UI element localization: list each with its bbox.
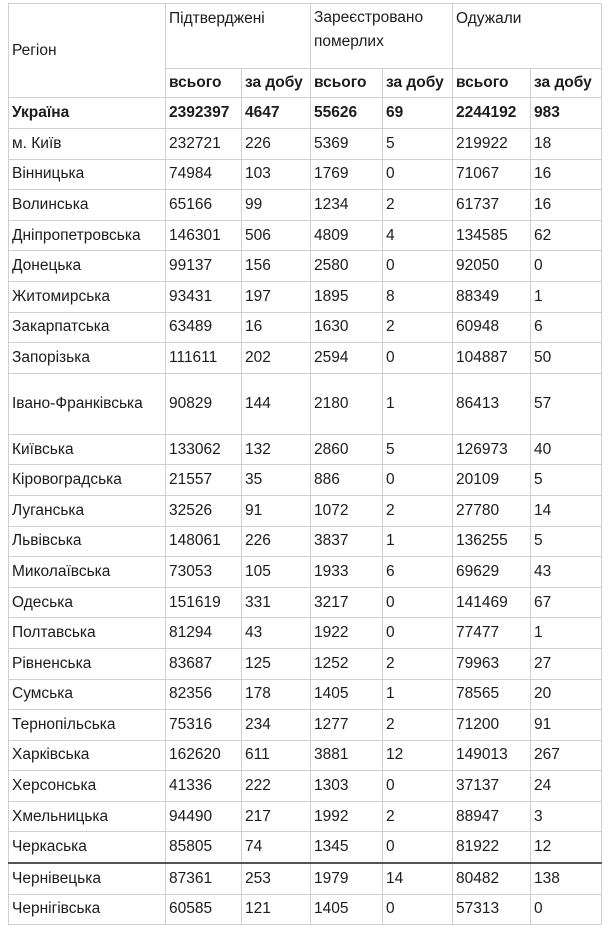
cell-confirmed-total: 111611 bbox=[166, 343, 242, 374]
cell-confirmed-daily: 121 bbox=[242, 894, 311, 925]
cell-confirmed-total: 146301 bbox=[166, 220, 242, 251]
cell-region-name: Харківська bbox=[9, 740, 166, 771]
table-row bbox=[9, 863, 602, 894]
cell-recovered-daily: 6 bbox=[531, 312, 602, 343]
table-row bbox=[9, 220, 602, 251]
header-recovered-daily: за добу bbox=[531, 69, 602, 98]
cell-confirmed-daily: 197 bbox=[242, 281, 311, 312]
cell-confirmed-total: 73053 bbox=[166, 557, 242, 588]
cell-recovered-daily: 16 bbox=[531, 159, 602, 190]
cell-region-name: Рівненська bbox=[9, 648, 166, 679]
cell-confirmed-total: 41336 bbox=[166, 771, 242, 802]
cell-region-name: Одеська bbox=[9, 587, 166, 618]
cell-recovered-total: 149013 bbox=[453, 740, 531, 771]
cell-deaths-daily: 0 bbox=[383, 894, 453, 925]
cell-deaths-total: 2180 bbox=[311, 373, 383, 434]
cell-confirmed-daily: 125 bbox=[242, 648, 311, 679]
cell-deaths-daily: 2 bbox=[383, 648, 453, 679]
cell-region-name: Луганська bbox=[9, 495, 166, 526]
table-row bbox=[9, 801, 602, 832]
cell-region-name: Житомирська bbox=[9, 281, 166, 312]
cell-recovered-total: 20109 bbox=[453, 465, 531, 496]
cell-region-name: Полтавська bbox=[9, 618, 166, 649]
cell-deaths-daily: 0 bbox=[383, 771, 453, 802]
cell-deaths-total: 3837 bbox=[311, 526, 383, 557]
summary-recovered-total: 2244192 bbox=[453, 98, 531, 129]
cell-region-name: Волинська bbox=[9, 190, 166, 221]
cell-confirmed-daily: 178 bbox=[242, 679, 311, 710]
cell-confirmed-daily: 217 bbox=[242, 801, 311, 832]
cell-confirmed-daily: 99 bbox=[242, 190, 311, 221]
cell-confirmed-total: 75316 bbox=[166, 710, 242, 741]
cell-recovered-total: 86413 bbox=[453, 373, 531, 434]
cell-recovered-daily: 12 bbox=[531, 832, 602, 863]
cell-deaths-daily: 2 bbox=[383, 312, 453, 343]
cell-deaths-daily: 0 bbox=[383, 251, 453, 282]
cell-deaths-total: 1895 bbox=[311, 281, 383, 312]
summary-row bbox=[9, 98, 602, 129]
cell-deaths-total: 1933 bbox=[311, 557, 383, 588]
header-recovered: Одужали bbox=[453, 4, 602, 69]
cell-deaths-total: 3881 bbox=[311, 740, 383, 771]
cell-recovered-daily: 20 bbox=[531, 679, 602, 710]
cell-confirmed-total: 63489 bbox=[166, 312, 242, 343]
cell-recovered-daily: 5 bbox=[531, 526, 602, 557]
cell-deaths-daily: 2 bbox=[383, 190, 453, 221]
cell-recovered-daily: 5 bbox=[531, 465, 602, 496]
summary-confirmed-daily: 4647 bbox=[242, 98, 311, 129]
table-row bbox=[9, 894, 602, 925]
cell-confirmed-total: 74984 bbox=[166, 159, 242, 190]
cell-region-name: Запорізька bbox=[9, 343, 166, 374]
cell-confirmed-total: 148061 bbox=[166, 526, 242, 557]
cell-deaths-daily: 0 bbox=[383, 832, 453, 863]
cell-deaths-daily: 0 bbox=[383, 159, 453, 190]
cell-confirmed-daily: 611 bbox=[242, 740, 311, 771]
cell-deaths-daily: 4 bbox=[383, 220, 453, 251]
cell-region-name: м. Київ bbox=[9, 129, 166, 160]
cell-confirmed-total: 60585 bbox=[166, 894, 242, 925]
cell-deaths-daily: 2 bbox=[383, 801, 453, 832]
cell-recovered-total: 79963 bbox=[453, 648, 531, 679]
cell-confirmed-daily: 74 bbox=[242, 832, 311, 863]
table-row bbox=[9, 190, 602, 221]
cell-deaths-total: 1345 bbox=[311, 832, 383, 863]
cell-recovered-total: 134585 bbox=[453, 220, 531, 251]
cell-deaths-total: 1769 bbox=[311, 159, 383, 190]
cell-confirmed-daily: 103 bbox=[242, 159, 311, 190]
cell-region-name: Кіровоградська bbox=[9, 465, 166, 496]
cell-recovered-daily: 1 bbox=[531, 281, 602, 312]
cell-deaths-daily: 2 bbox=[383, 710, 453, 741]
table-row bbox=[9, 373, 602, 434]
cell-confirmed-daily: 43 bbox=[242, 618, 311, 649]
table-row bbox=[9, 832, 602, 863]
cell-confirmed-daily: 331 bbox=[242, 587, 311, 618]
cell-confirmed-total: 90829 bbox=[166, 373, 242, 434]
cell-confirmed-daily: 132 bbox=[242, 434, 311, 465]
cell-region-name: Івано-Франківська bbox=[9, 373, 166, 434]
cell-confirmed-daily: 144 bbox=[242, 373, 311, 434]
cell-deaths-total: 3217 bbox=[311, 587, 383, 618]
cell-deaths-daily: 0 bbox=[383, 618, 453, 649]
cell-confirmed-total: 99137 bbox=[166, 251, 242, 282]
table-row bbox=[9, 587, 602, 618]
cell-confirmed-daily: 222 bbox=[242, 771, 311, 802]
summary-confirmed-total: 2392397 bbox=[166, 98, 242, 129]
cell-recovered-total: 92050 bbox=[453, 251, 531, 282]
cell-region-name: Донецька bbox=[9, 251, 166, 282]
table-row bbox=[9, 526, 602, 557]
cell-recovered-daily: 267 bbox=[531, 740, 602, 771]
cell-region-name: Закарпатська bbox=[9, 312, 166, 343]
cell-recovered-daily: 0 bbox=[531, 251, 602, 282]
table-row bbox=[9, 618, 602, 649]
cell-confirmed-daily: 35 bbox=[242, 465, 311, 496]
cell-confirmed-daily: 506 bbox=[242, 220, 311, 251]
cell-deaths-daily: 0 bbox=[383, 343, 453, 374]
cell-confirmed-daily: 16 bbox=[242, 312, 311, 343]
cell-confirmed-daily: 226 bbox=[242, 526, 311, 557]
cell-region-name: Львівська bbox=[9, 526, 166, 557]
cell-recovered-total: 136255 bbox=[453, 526, 531, 557]
cell-recovered-daily: 1 bbox=[531, 618, 602, 649]
cell-region-name: Київська bbox=[9, 434, 166, 465]
table-row bbox=[9, 159, 602, 190]
summary-deaths-total: 55626 bbox=[311, 98, 383, 129]
cell-recovered-daily: 62 bbox=[531, 220, 602, 251]
summary-recovered-daily: 983 bbox=[531, 98, 602, 129]
cell-deaths-daily: 1 bbox=[383, 526, 453, 557]
cell-recovered-total: 77477 bbox=[453, 618, 531, 649]
cell-recovered-daily: 138 bbox=[531, 863, 602, 894]
table-row bbox=[9, 312, 602, 343]
cell-recovered-total: 37137 bbox=[453, 771, 531, 802]
cell-recovered-total: 78565 bbox=[453, 679, 531, 710]
cell-region-name: Дніпропетровська bbox=[9, 220, 166, 251]
cell-recovered-daily: 50 bbox=[531, 343, 602, 374]
cell-deaths-daily: 1 bbox=[383, 373, 453, 434]
cell-deaths-total: 1992 bbox=[311, 801, 383, 832]
cell-confirmed-daily: 105 bbox=[242, 557, 311, 588]
cell-recovered-total: 219922 bbox=[453, 129, 531, 160]
cell-confirmed-total: 65166 bbox=[166, 190, 242, 221]
cell-confirmed-daily: 253 bbox=[242, 863, 311, 894]
header-deaths-total: всього bbox=[311, 69, 383, 98]
cell-deaths-total: 2860 bbox=[311, 434, 383, 465]
cell-confirmed-total: 81294 bbox=[166, 618, 242, 649]
table-row bbox=[9, 740, 602, 771]
cell-recovered-total: 141469 bbox=[453, 587, 531, 618]
table-row bbox=[9, 281, 602, 312]
header-confirmed-total: всього bbox=[166, 69, 242, 98]
cell-confirmed-total: 32526 bbox=[166, 495, 242, 526]
cell-region-name: Херсонська bbox=[9, 771, 166, 802]
cell-recovered-daily: 43 bbox=[531, 557, 602, 588]
cell-deaths-total: 5369 bbox=[311, 129, 383, 160]
cell-confirmed-daily: 202 bbox=[242, 343, 311, 374]
summary-name: Україна bbox=[9, 98, 166, 129]
header-confirmed-daily: за добу bbox=[242, 69, 311, 98]
cell-recovered-total: 80482 bbox=[453, 863, 531, 894]
table-row bbox=[9, 771, 602, 802]
table-row bbox=[9, 465, 602, 496]
cell-region-name: Тернопільська bbox=[9, 710, 166, 741]
cell-deaths-total: 2594 bbox=[311, 343, 383, 374]
cell-region-name: Чернівецька bbox=[9, 863, 166, 894]
cell-confirmed-daily: 226 bbox=[242, 129, 311, 160]
cell-recovered-total: 71067 bbox=[453, 159, 531, 190]
cell-recovered-daily: 67 bbox=[531, 587, 602, 618]
cell-recovered-total: 60948 bbox=[453, 312, 531, 343]
cell-deaths-total: 1303 bbox=[311, 771, 383, 802]
cell-recovered-daily: 91 bbox=[531, 710, 602, 741]
cell-deaths-total: 4809 bbox=[311, 220, 383, 251]
cell-recovered-total: 27780 bbox=[453, 495, 531, 526]
cell-region-name: Сумська bbox=[9, 679, 166, 710]
cell-confirmed-total: 82356 bbox=[166, 679, 242, 710]
cell-confirmed-total: 21557 bbox=[166, 465, 242, 496]
cell-recovered-total: 71200 bbox=[453, 710, 531, 741]
table-row bbox=[9, 495, 602, 526]
header-recovered-total: всього bbox=[453, 69, 531, 98]
cell-deaths-total: 1630 bbox=[311, 312, 383, 343]
cell-region-name: Чернігівська bbox=[9, 894, 166, 925]
cell-confirmed-total: 232721 bbox=[166, 129, 242, 160]
cell-recovered-total: 61737 bbox=[453, 190, 531, 221]
cell-deaths-total: 886 bbox=[311, 465, 383, 496]
cell-confirmed-total: 93431 bbox=[166, 281, 242, 312]
header-confirmed: Підтверджені bbox=[166, 4, 311, 69]
cell-recovered-daily: 27 bbox=[531, 648, 602, 679]
cell-deaths-total: 1979 bbox=[311, 863, 383, 894]
cell-deaths-daily: 0 bbox=[383, 587, 453, 618]
cell-recovered-total: 104887 bbox=[453, 343, 531, 374]
summary-deaths-daily: 69 bbox=[383, 98, 453, 129]
cell-deaths-daily: 0 bbox=[383, 465, 453, 496]
cell-recovered-total: 88947 bbox=[453, 801, 531, 832]
cell-confirmed-daily: 91 bbox=[242, 495, 311, 526]
cell-region-name: Черкаська bbox=[9, 832, 166, 863]
cell-recovered-total: 88349 bbox=[453, 281, 531, 312]
table-row bbox=[9, 679, 602, 710]
cell-deaths-total: 1405 bbox=[311, 679, 383, 710]
cell-confirmed-total: 94490 bbox=[166, 801, 242, 832]
cell-recovered-daily: 0 bbox=[531, 894, 602, 925]
cell-deaths-daily: 14 bbox=[383, 863, 453, 894]
table-row bbox=[9, 434, 602, 465]
cell-region-name: Миколаївська bbox=[9, 557, 166, 588]
cell-deaths-total: 1922 bbox=[311, 618, 383, 649]
cell-confirmed-total: 85805 bbox=[166, 832, 242, 863]
table-row bbox=[9, 129, 602, 160]
cell-confirmed-daily: 156 bbox=[242, 251, 311, 282]
header-deaths-daily: за добу bbox=[383, 69, 453, 98]
cell-deaths-daily: 12 bbox=[383, 740, 453, 771]
cell-confirmed-total: 133062 bbox=[166, 434, 242, 465]
cell-deaths-total: 1405 bbox=[311, 894, 383, 925]
cell-recovered-daily: 16 bbox=[531, 190, 602, 221]
cell-confirmed-total: 151619 bbox=[166, 587, 242, 618]
table-row bbox=[9, 343, 602, 374]
cell-deaths-daily: 5 bbox=[383, 129, 453, 160]
cell-deaths-total: 1252 bbox=[311, 648, 383, 679]
header-deaths: Зареєстровано померлих bbox=[311, 4, 453, 69]
cell-recovered-total: 81922 bbox=[453, 832, 531, 863]
cell-recovered-daily: 18 bbox=[531, 129, 602, 160]
cell-recovered-daily: 24 bbox=[531, 771, 602, 802]
cell-region-name: Вінницька bbox=[9, 159, 166, 190]
cell-deaths-total: 1277 bbox=[311, 710, 383, 741]
cell-deaths-daily: 1 bbox=[383, 679, 453, 710]
table-row bbox=[9, 648, 602, 679]
cell-recovered-total: 126973 bbox=[453, 434, 531, 465]
header-region: Регіон bbox=[9, 4, 166, 98]
cell-deaths-total: 1234 bbox=[311, 190, 383, 221]
cell-recovered-daily: 14 bbox=[531, 495, 602, 526]
cell-recovered-daily: 40 bbox=[531, 434, 602, 465]
cell-deaths-daily: 2 bbox=[383, 495, 453, 526]
cell-confirmed-total: 162620 bbox=[166, 740, 242, 771]
table-row bbox=[9, 251, 602, 282]
cell-region-name: Хмельницька bbox=[9, 801, 166, 832]
cell-deaths-daily: 5 bbox=[383, 434, 453, 465]
cell-recovered-daily: 3 bbox=[531, 801, 602, 832]
cell-deaths-total: 1072 bbox=[311, 495, 383, 526]
cell-deaths-daily: 8 bbox=[383, 281, 453, 312]
table-row bbox=[9, 557, 602, 588]
cell-confirmed-daily: 234 bbox=[242, 710, 311, 741]
table-row bbox=[9, 710, 602, 741]
cell-deaths-daily: 6 bbox=[383, 557, 453, 588]
cell-recovered-total: 69629 bbox=[453, 557, 531, 588]
cell-confirmed-total: 87361 bbox=[166, 863, 242, 894]
header-row-groups bbox=[9, 4, 602, 69]
cell-deaths-total: 2580 bbox=[311, 251, 383, 282]
cell-confirmed-total: 83687 bbox=[166, 648, 242, 679]
cell-recovered-total: 57313 bbox=[453, 894, 531, 925]
cell-recovered-daily: 57 bbox=[531, 373, 602, 434]
covid-region-table bbox=[8, 3, 602, 925]
